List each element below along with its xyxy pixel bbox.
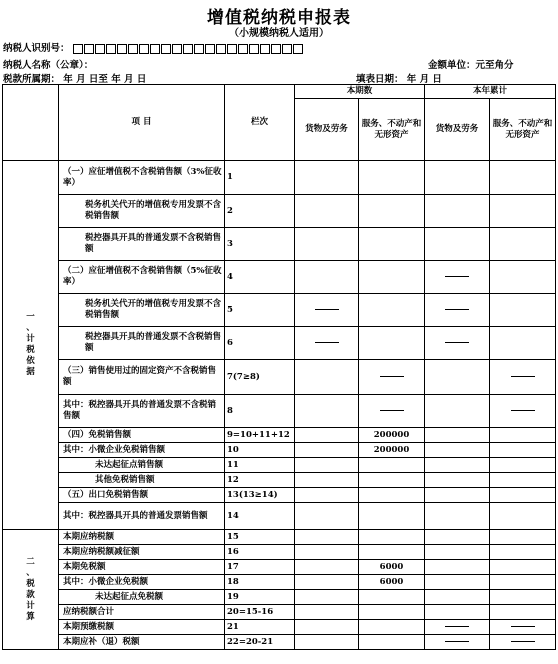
amount-cell[interactable]: [425, 590, 490, 605]
row-item-label: 税务机关代开的增值税专用发票不含税销售额: [59, 195, 225, 228]
amount-unit: 金额单位：元至角分: [428, 60, 514, 71]
amount-cell[interactable]: [490, 294, 556, 327]
amount-cell[interactable]: [295, 590, 359, 605]
row-line-number: 14: [225, 503, 295, 530]
amount-cell[interactable]: [359, 473, 425, 488]
amount-cell[interactable]: [490, 443, 556, 458]
amount-cell[interactable]: [295, 605, 359, 620]
table-row: [3, 575, 556, 590]
table-row: [3, 228, 556, 261]
amount-cell[interactable]: [490, 488, 556, 503]
amount-cell[interactable]: [359, 327, 425, 360]
taxpayer-id-digit-box[interactable]: [205, 44, 215, 54]
row-item-label: 其中：小微企业免税销售额: [59, 443, 225, 458]
row-item-label: 其他免税销售额: [59, 473, 225, 488]
taxpayer-id-digit-box[interactable]: [139, 44, 149, 54]
amount-cell[interactable]: [490, 195, 556, 228]
amount-cell[interactable]: [425, 395, 490, 428]
amount-cell[interactable]: [359, 635, 425, 650]
taxpayer-id-digit-box[interactable]: [238, 44, 248, 54]
amount-cell[interactable]: [490, 590, 556, 605]
amount-cell[interactable]: [359, 545, 425, 560]
amount-cell[interactable]: [359, 488, 425, 503]
col-current-header: 本期数: [295, 85, 425, 99]
row-item-label: 未达起征点销售额: [59, 458, 225, 473]
table-row: [3, 458, 556, 473]
row-line-number: 6: [225, 327, 295, 360]
na-dash-cell: [490, 635, 556, 650]
taxpayer-id-label: 纳税人识别号：: [3, 43, 70, 54]
col-ytd-header: 本年累计: [425, 85, 556, 99]
row-item-label: 本期应纳税额: [59, 530, 225, 545]
row-item-label: 本期应补（退）税额: [59, 635, 225, 650]
form-subtitle: （小规模纳税人适用）: [229, 28, 329, 39]
row-line-number: 16: [225, 545, 295, 560]
row-line-number: 8: [225, 395, 295, 428]
table-row: [3, 294, 556, 327]
amount-cell[interactable]: [295, 360, 359, 395]
taxpayer-id-digit-box[interactable]: [282, 44, 292, 54]
amount-cell[interactable]: [295, 560, 359, 575]
amount-cell[interactable]: [295, 228, 359, 261]
taxpayer-id-row: [3, 40, 304, 54]
amount-cell[interactable]: [490, 261, 556, 294]
amount-cell[interactable]: [490, 161, 556, 195]
amount-cell[interactable]: [425, 428, 490, 443]
na-dash-cell: [295, 327, 359, 360]
row-line-number: 10: [225, 443, 295, 458]
amount-cell[interactable]: [295, 620, 359, 635]
amount-cell[interactable]: [295, 575, 359, 590]
table-row: [3, 161, 556, 195]
na-dash-cell: [490, 360, 556, 395]
section-tax-basis: 一 、 计 税 依 据: [3, 161, 59, 530]
row-line-number: 22=20-21: [225, 635, 295, 650]
table-row: [3, 195, 556, 228]
taxpayer-id-digit-box[interactable]: [271, 44, 281, 54]
table-row: [3, 395, 556, 428]
amount-cell[interactable]: [359, 530, 425, 545]
na-dash-cell: [359, 395, 425, 428]
table-row: [3, 545, 556, 560]
table-row: [3, 590, 556, 605]
taxpayer-id-digit-box[interactable]: [128, 44, 138, 54]
amount-cell[interactable]: [295, 395, 359, 428]
row-item-label: 税控器具开具的普通发票不含税销售额: [59, 228, 225, 261]
section-tax-calculation: 二 、 税 款 计 算: [3, 530, 59, 650]
na-dash-cell: [425, 327, 490, 360]
na-dash-cell: [425, 635, 490, 650]
row-line-number: 5: [225, 294, 295, 327]
table-row: [3, 635, 556, 650]
row-line-number: 12: [225, 473, 295, 488]
row-item-label: 税控器具开具的普通发票不含税销售额: [59, 327, 225, 360]
taxpayer-id-digit-box[interactable]: [117, 44, 127, 54]
amount-cell[interactable]: [295, 195, 359, 228]
amount-cell[interactable]: [425, 443, 490, 458]
taxpayer-id-digit-box[interactable]: [150, 44, 160, 54]
amount-cell[interactable]: [295, 530, 359, 545]
amount-cell[interactable]: [490, 575, 556, 590]
taxpayer-id-digit-box[interactable]: [194, 44, 204, 54]
form-title: 增值税纳税申报表: [207, 8, 351, 28]
taxpayer-name-label: 纳税人名称（公章）：: [3, 60, 94, 71]
table-row: [3, 488, 556, 503]
row-line-number: 21: [225, 620, 295, 635]
fill-date: 填表日期： 年 月 日: [356, 74, 442, 85]
row-item-label: 税务机关代开的增值税专用发票不含税销售额: [59, 294, 225, 327]
na-dash-cell: [425, 620, 490, 635]
row-line-number: 9=10+11+12: [225, 428, 295, 443]
amount-cell[interactable]: [359, 458, 425, 473]
tax-period: 税款所属期： 年 月 日至 年 月 日: [3, 74, 147, 85]
amount-cell[interactable]: 200000: [359, 443, 425, 458]
amount-cell[interactable]: [295, 635, 359, 650]
table-row: [3, 261, 556, 294]
row-item-label: 其中：税控器具开具的普通发票销售额: [59, 503, 225, 530]
amount-cell[interactable]: [425, 575, 490, 590]
row-item-label: 本期预缴税额: [59, 620, 225, 635]
row-line-number: 2: [225, 195, 295, 228]
amount-cell[interactable]: [295, 503, 359, 530]
amount-cell[interactable]: [295, 473, 359, 488]
amount-cell[interactable]: [425, 473, 490, 488]
amount-cell[interactable]: [359, 195, 425, 228]
amount-cell[interactable]: [425, 360, 490, 395]
amount-cell[interactable]: [425, 545, 490, 560]
amount-cell[interactable]: [425, 458, 490, 473]
row-line-number: 11: [225, 458, 295, 473]
row-line-number: 20=15-16: [225, 605, 295, 620]
amount-cell[interactable]: [359, 228, 425, 261]
taxpayer-id-digit-box[interactable]: [95, 44, 105, 54]
amount-cell[interactable]: [359, 605, 425, 620]
amount-cell[interactable]: [490, 560, 556, 575]
taxpayer-id-digit-box[interactable]: [183, 44, 193, 54]
taxpayer-id-digit-box[interactable]: [293, 44, 303, 54]
amount-cell[interactable]: [295, 261, 359, 294]
na-dash-cell: [425, 261, 490, 294]
amount-cell[interactable]: [490, 228, 556, 261]
amount-cell[interactable]: [425, 503, 490, 530]
amount-cell[interactable]: [295, 458, 359, 473]
row-line-number: 13(13≥14): [225, 488, 295, 503]
row-line-number: 15: [225, 530, 295, 545]
table-row: [3, 530, 556, 545]
taxpayer-id-digit-box[interactable]: [172, 44, 182, 54]
row-line-number: 1: [225, 161, 295, 195]
amount-cell[interactable]: [425, 195, 490, 228]
row-line-number: 4: [225, 261, 295, 294]
amount-cell[interactable]: [425, 488, 490, 503]
table-row: [3, 620, 556, 635]
amount-cell[interactable]: [490, 605, 556, 620]
amount-cell[interactable]: [295, 161, 359, 195]
col-services-header-current: 服务、不动产和无形资产: [359, 99, 425, 161]
taxpayer-id-digit-box[interactable]: [216, 44, 226, 54]
col-item-header: 项 目: [59, 85, 225, 161]
row-item-label: （二）应征增值税不含税销售额（5%征收率）: [59, 261, 225, 294]
amount-cell[interactable]: [490, 458, 556, 473]
taxpayer-id-digit-box[interactable]: [249, 44, 259, 54]
table-row: [3, 428, 556, 443]
row-item-label: 应纳税额合计: [59, 605, 225, 620]
row-item-label: （五）出口免税销售额: [59, 488, 225, 503]
amount-cell[interactable]: [359, 620, 425, 635]
row-line-number: 17: [225, 560, 295, 575]
amount-cell[interactable]: 6000: [359, 575, 425, 590]
taxpayer-id-digit-box[interactable]: [106, 44, 116, 54]
row-item-label: （一）应征增值税不含税销售额（3%征收率）: [59, 161, 225, 195]
amount-cell[interactable]: [359, 503, 425, 530]
amount-cell[interactable]: [295, 545, 359, 560]
table-row: [3, 605, 556, 620]
amount-cell[interactable]: [425, 161, 490, 195]
amount-cell[interactable]: [490, 473, 556, 488]
amount-cell[interactable]: [425, 228, 490, 261]
col-goods-header-current: 货物及劳务: [295, 99, 359, 161]
na-dash-cell: [490, 620, 556, 635]
taxpayer-id-digit-box[interactable]: [161, 44, 171, 54]
row-line-number: 7(7≥8): [225, 360, 295, 395]
row-item-label: 其中：税控器具开具的普通发票不含税销售额: [59, 395, 225, 428]
amount-cell[interactable]: [490, 530, 556, 545]
na-dash-cell: [295, 294, 359, 327]
row-item-label: 其中：小微企业免税额: [59, 575, 225, 590]
table-row: [3, 327, 556, 360]
row-line-number: 19: [225, 590, 295, 605]
amount-cell[interactable]: [490, 545, 556, 560]
taxpayer-id-digit-box[interactable]: [227, 44, 237, 54]
row-item-label: （四）免税销售额: [59, 428, 225, 443]
tax-return-table: [2, 84, 556, 650]
taxpayer-id-digit-box[interactable]: [260, 44, 270, 54]
na-dash-cell: [425, 294, 490, 327]
amount-cell[interactable]: [490, 428, 556, 443]
amount-cell[interactable]: [490, 327, 556, 360]
table-row: [3, 473, 556, 488]
amount-cell[interactable]: [425, 560, 490, 575]
amount-cell[interactable]: [359, 261, 425, 294]
amount-cell[interactable]: [425, 530, 490, 545]
amount-cell[interactable]: [295, 428, 359, 443]
taxpayer-id-boxes[interactable]: [73, 43, 304, 54]
row-line-number: 18: [225, 575, 295, 590]
amount-cell[interactable]: [359, 294, 425, 327]
na-dash-cell: [490, 395, 556, 428]
row-item-label: 本期应纳税额减征额: [59, 545, 225, 560]
col-no-header: 栏次: [225, 85, 295, 161]
row-item-label: 本期免税额: [59, 560, 225, 575]
amount-cell[interactable]: [295, 443, 359, 458]
amount-cell[interactable]: [359, 590, 425, 605]
row-line-number: 3: [225, 228, 295, 261]
amount-cell[interactable]: [295, 488, 359, 503]
table-row: [3, 360, 556, 395]
table-row: [3, 443, 556, 458]
table-row: [3, 560, 556, 575]
table-row: [3, 503, 556, 530]
na-dash-cell: [359, 360, 425, 395]
amount-cell[interactable]: 6000: [359, 560, 425, 575]
taxpayer-id-digit-box[interactable]: [84, 44, 94, 54]
amount-cell[interactable]: [490, 503, 556, 530]
row-item-label: （三）销售使用过的固定资产不含税销售额: [59, 360, 225, 395]
amount-cell[interactable]: [359, 161, 425, 195]
taxpayer-id-digit-box[interactable]: [73, 44, 83, 54]
amount-cell[interactable]: [425, 605, 490, 620]
row-item-label: 未达起征点免税额: [59, 590, 225, 605]
col-goods-header-ytd: 货物及劳务: [425, 99, 490, 161]
col-services-header-ytd: 服务、不动产和无形资产: [490, 99, 556, 161]
amount-cell[interactable]: 200000: [359, 428, 425, 443]
